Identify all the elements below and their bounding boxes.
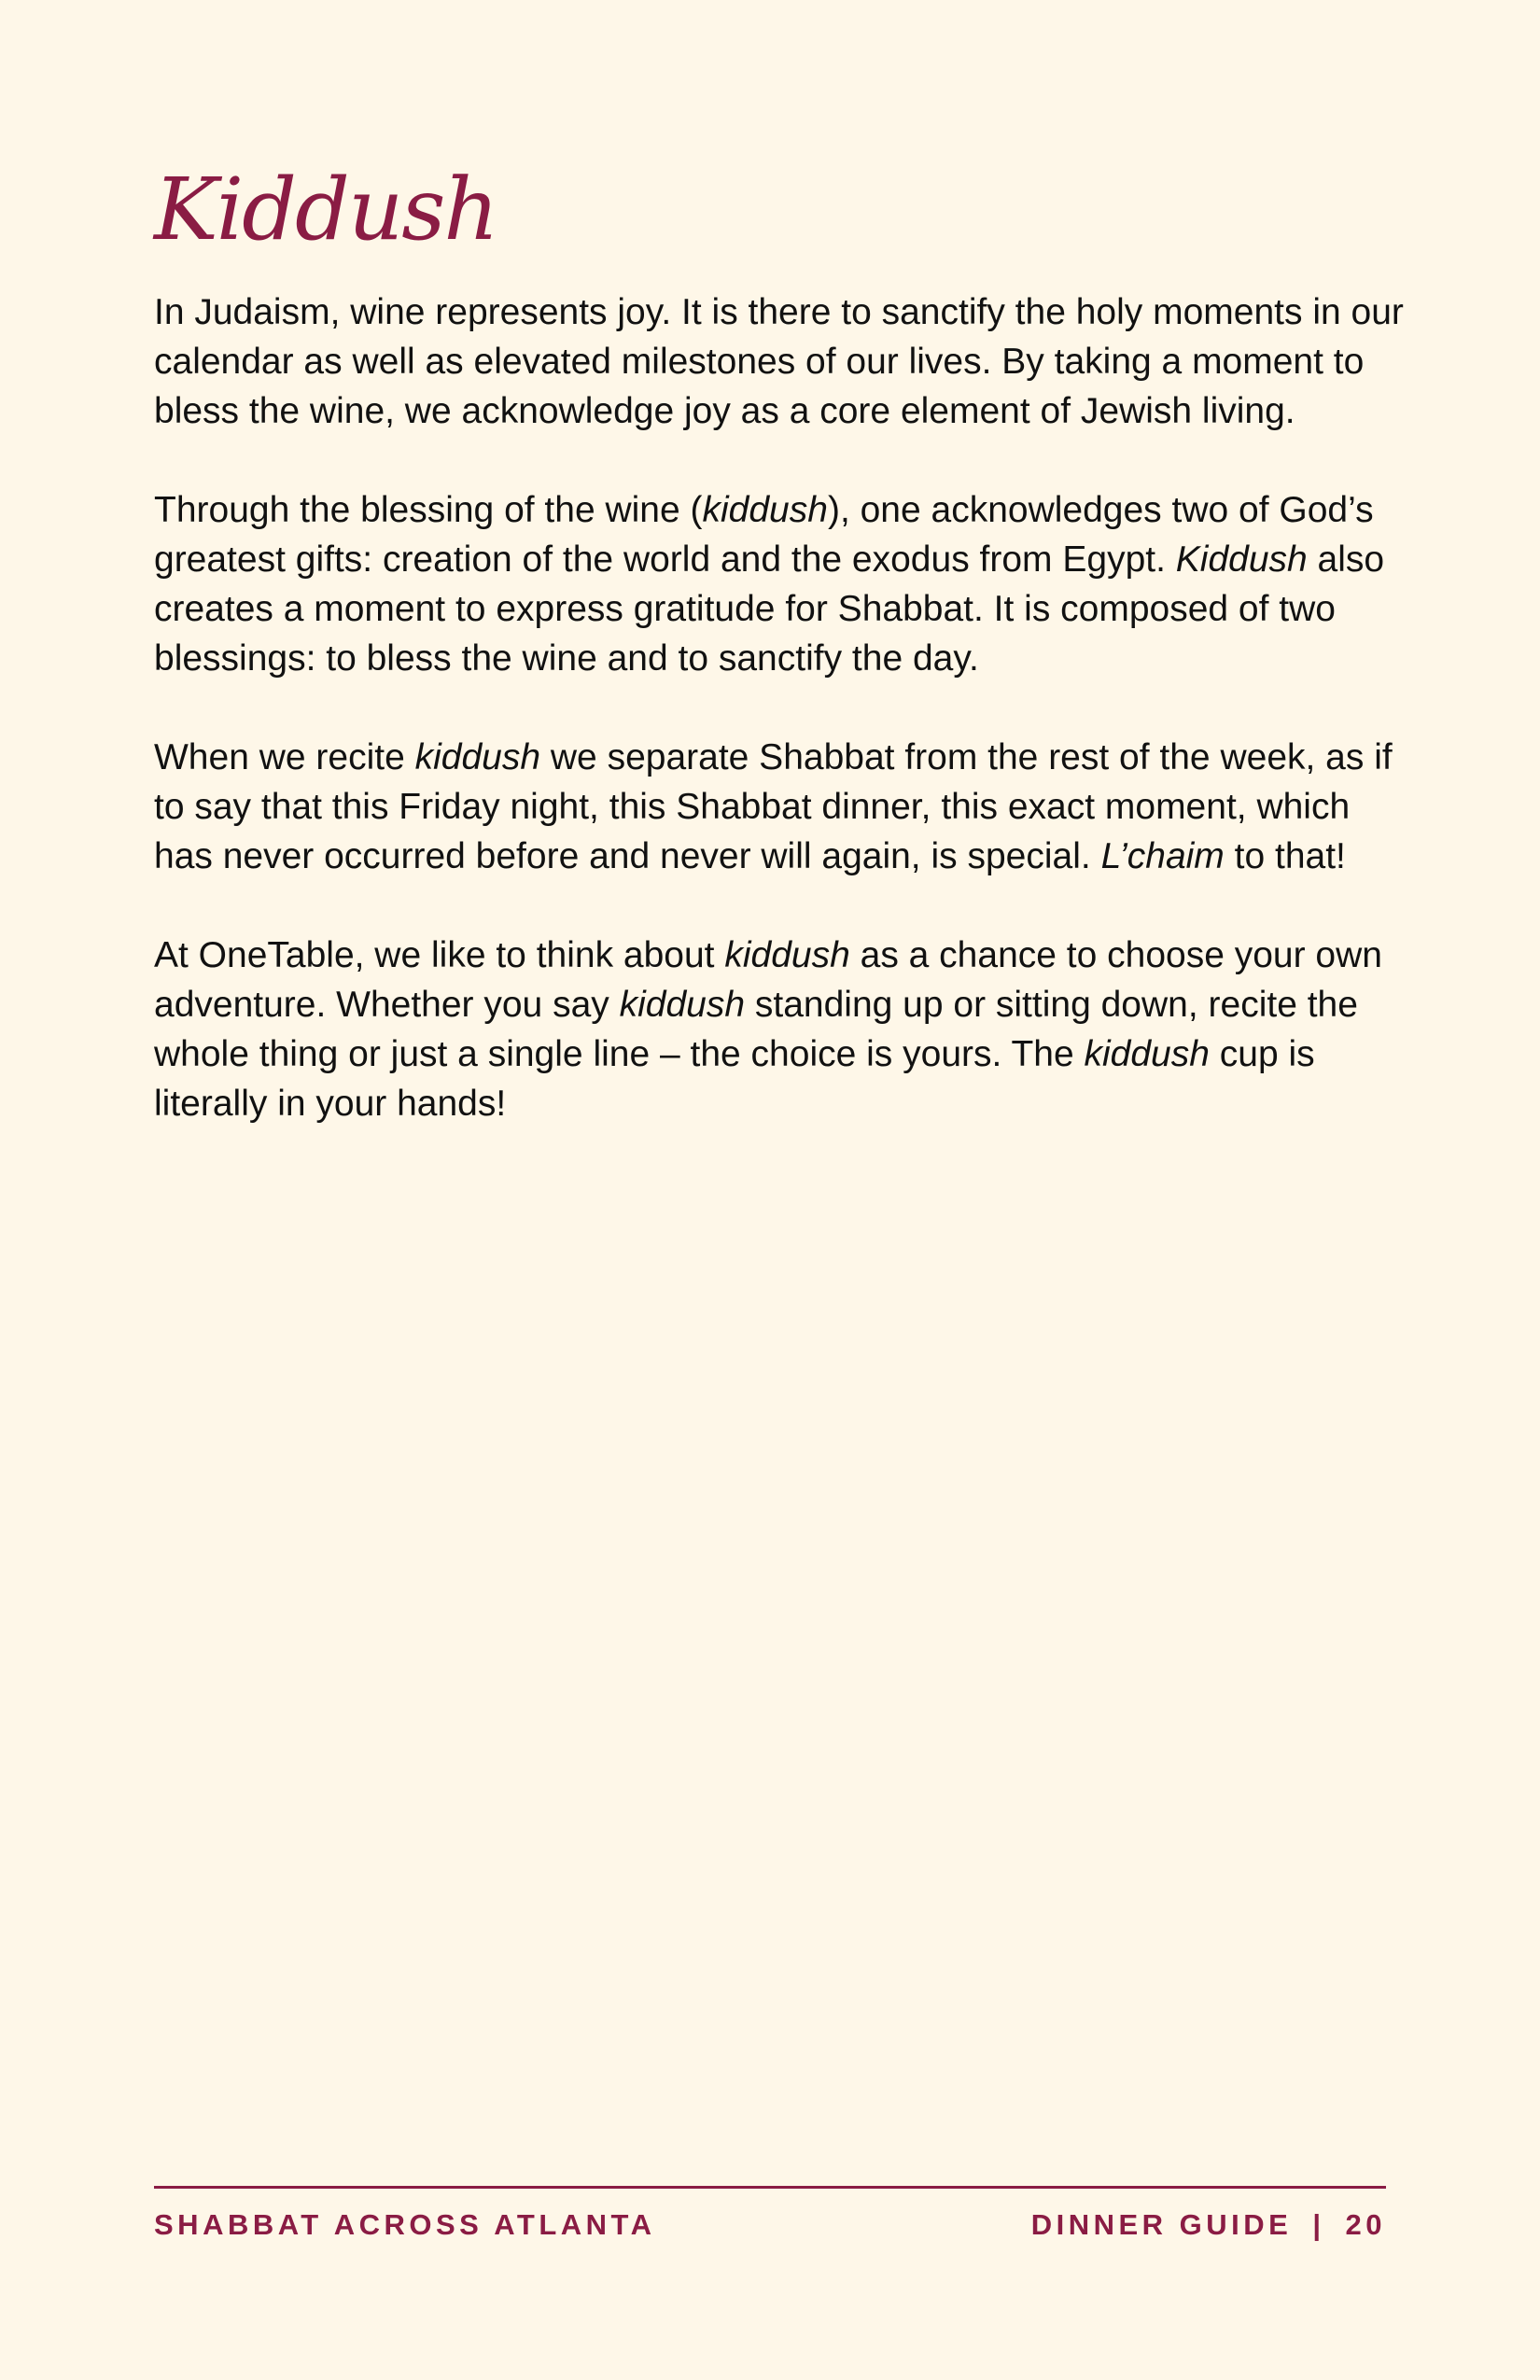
text-run: as a chance to choose your own adventure. Whether you say	[154, 935, 1382, 1025]
text-run: In Judaism, wine represents joy. It is there to sanctify the holy moments in our calendar as well as elevated milestones of our lives. By taking a moment to bless the wine, we acknowledge joy as a core element of Jewish living.	[154, 292, 1404, 431]
footer-section-title: DINNER GUIDE	[1030, 2208, 1293, 2241]
paragraph	[154, 485, 1405, 683]
italic-term: Kiddush	[1175, 539, 1308, 580]
text-run: ), one acknowledges two of God’s greatest gifts: creation of the world and the exodus from Egypt.	[154, 490, 1374, 580]
text-run: cup is literally in your hands!	[154, 1034, 1315, 1124]
text-run: also creates a moment to express gratitude for Shabbat. It is composed of two blessings: to bless the wine and to sanctify the day.	[154, 539, 1385, 679]
footer-divider	[154, 2186, 1386, 2189]
italic-term: kiddush	[702, 490, 828, 530]
paragraph	[154, 931, 1405, 1128]
text-run: Through the blessing of the wine (	[154, 490, 703, 530]
footer-publication-title: SHABBAT ACROSS ATLANTA	[154, 2208, 656, 2241]
italic-term: kiddush	[414, 737, 541, 777]
text-run: When we recite	[154, 737, 415, 777]
text-run: standing up or sitting down, recite the whole thing or just a single line – the choice is yours. The	[154, 985, 1358, 1074]
text-run: to that!	[1224, 836, 1346, 876]
italic-term: L’chaim	[1100, 836, 1225, 876]
italic-term: kiddush	[724, 935, 850, 975]
italic-term: kiddush	[619, 985, 746, 1025]
footer-separator: |	[1312, 2208, 1325, 2241]
page-number: 20	[1345, 2208, 1386, 2241]
footer	[154, 2208, 1386, 2242]
text-run: we separate Shabbat from the rest of the week, as if to say that this Friday night, this Shabbat dinner, this exact moment, which has never occurred before and never will again, is special.	[154, 737, 1393, 876]
text-run: At OneTable, we like to think about	[154, 935, 725, 975]
footer-right	[1031, 2208, 1386, 2242]
italic-term: kiddush	[1084, 1034, 1210, 1074]
body-text	[154, 287, 1405, 1178]
paragraph	[154, 287, 1405, 436]
paragraph	[154, 733, 1405, 881]
page-title: Kiddush	[154, 160, 497, 259]
